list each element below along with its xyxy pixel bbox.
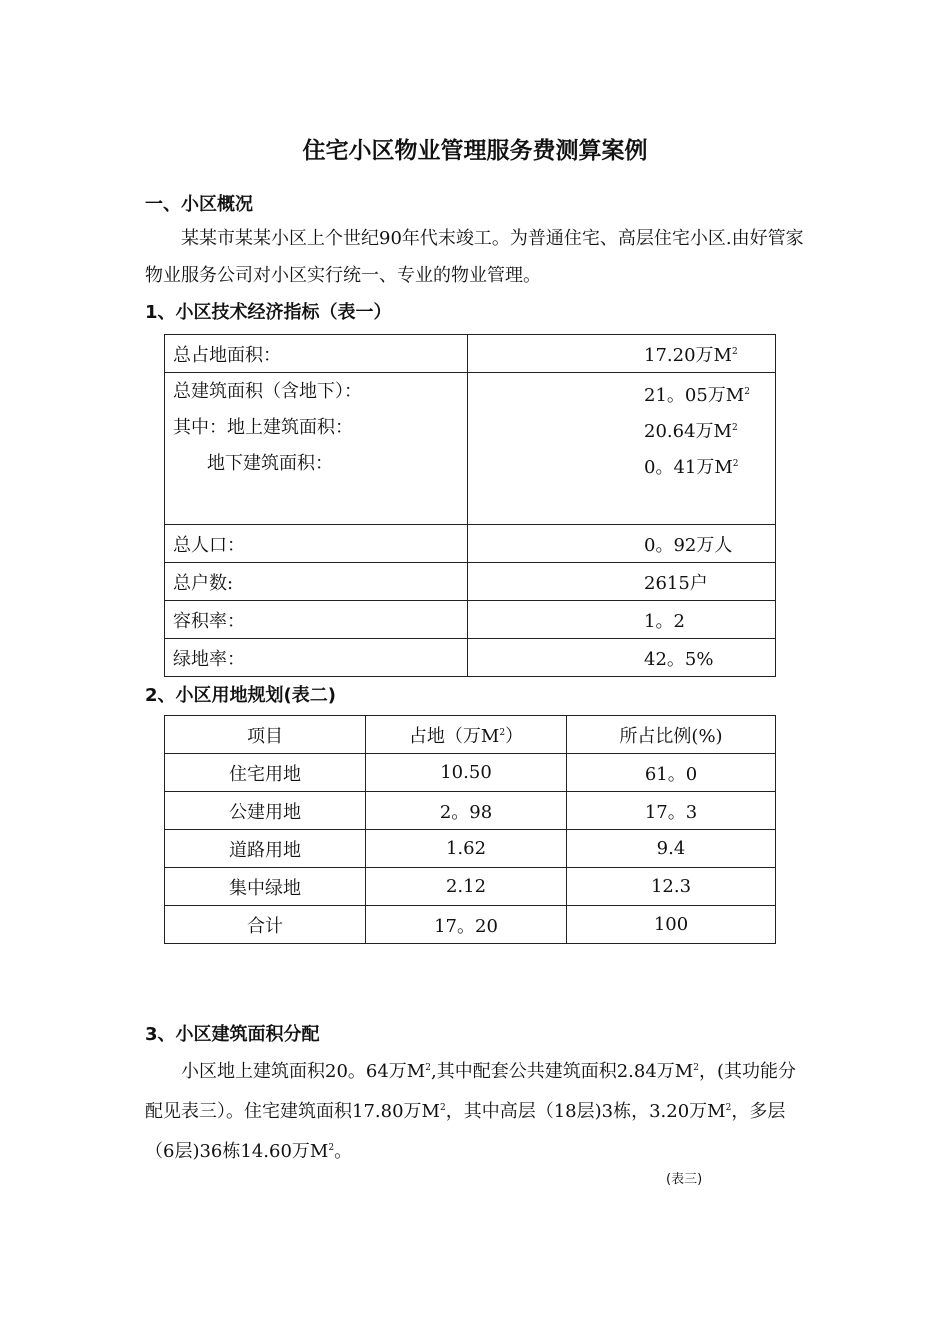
table2-heading: 2、小区用地规划(表二) [145,685,336,706]
table-cell: 12.3 [567,868,776,906]
table-cell: 总户数: [165,563,468,601]
table-cell: 17.20万$M^2$ [468,335,776,373]
cell-line: 21。05万$M^2$ [644,385,750,406]
table-cell: 9.4 [567,830,776,868]
land-use-table [164,715,776,944]
section3-heading: 3、小区建筑面积分配 [145,1024,320,1045]
table-cell: 2。98 [366,792,567,830]
table-row [165,639,776,677]
table-cell: 总人口： [165,525,468,563]
table-row [165,792,776,830]
table-cell: 总占地面积： [165,335,468,373]
table-cell [165,373,468,525]
table-cell: 合计 [165,906,366,944]
cell-line: 其中：地上建筑面积： [173,417,353,438]
table-cell: 2.12 [366,868,567,906]
cell-line: 0。41万$M^2$ [644,457,739,478]
table3-note: (表三) [666,1172,703,1187]
table-cell: 42。5% [468,639,776,677]
table-header-cell: 所占比例(%) [567,716,776,754]
section1-paragraph: 某某市某某小区上个世纪90年代末竣工。为普通住宅、高层住宅小区.由好管家物业服务公司对小区实行统一、专业的物业管理。 [145,228,804,286]
table-cell: 集中绿地 [165,868,366,906]
table-cell: 100 [567,906,776,944]
table-cell: 10.50 [366,754,567,792]
table-cell: 住宅用地 [165,754,366,792]
table-cell: 1。2 [468,601,776,639]
table-cell [468,373,776,525]
table-row [165,525,776,563]
table-row [165,754,776,792]
cell-line: 20.64万$M^2$ [644,421,738,442]
table-row [165,373,776,525]
table1-heading: 1、小区技术经济指标（表一） [145,302,392,323]
tech-economic-indicators-table [164,334,776,677]
cell-line: 地下建筑面积： [207,453,333,474]
table-row [165,868,776,906]
table-cell: 17。20 [366,906,567,944]
section1-heading: 一、小区概况 [145,194,253,215]
table-row [165,830,776,868]
table-header-cell: 占地（万$M^2$） [366,716,567,754]
table-cell: 2615户 [468,563,776,601]
table-cell: 61。0 [567,754,776,792]
cell-line: 总建筑面积（含地下）： [173,381,362,402]
table-cell: 0。92万人 [468,525,776,563]
section3-paragraph: 小区地上建筑面积20。64万$M^2$,其中配套公共建筑面积2.84万$M^2$，(其功能分配见表三）。住宅建筑面积17.80万$M^2$，其中高层（18层)3栋，3.20万$M^2$，多层（6层)36栋14.60万$M^2$。 [145,1061,796,1162]
table-row [165,601,776,639]
table-cell: 1.62 [366,830,567,868]
table-header-cell: 项目 [165,716,366,754]
table-row [165,335,776,373]
table-cell: 17。3 [567,792,776,830]
table-row [165,563,776,601]
table-cell: 容积率： [165,601,468,639]
table-cell: 道路用地 [165,830,366,868]
table-cell: 绿地率： [165,639,468,677]
table-row [165,906,776,944]
table-header-row [165,716,776,754]
table-cell: 公建用地 [165,792,366,830]
document-title: 住宅小区物业管理服务费测算案例 [302,138,648,164]
